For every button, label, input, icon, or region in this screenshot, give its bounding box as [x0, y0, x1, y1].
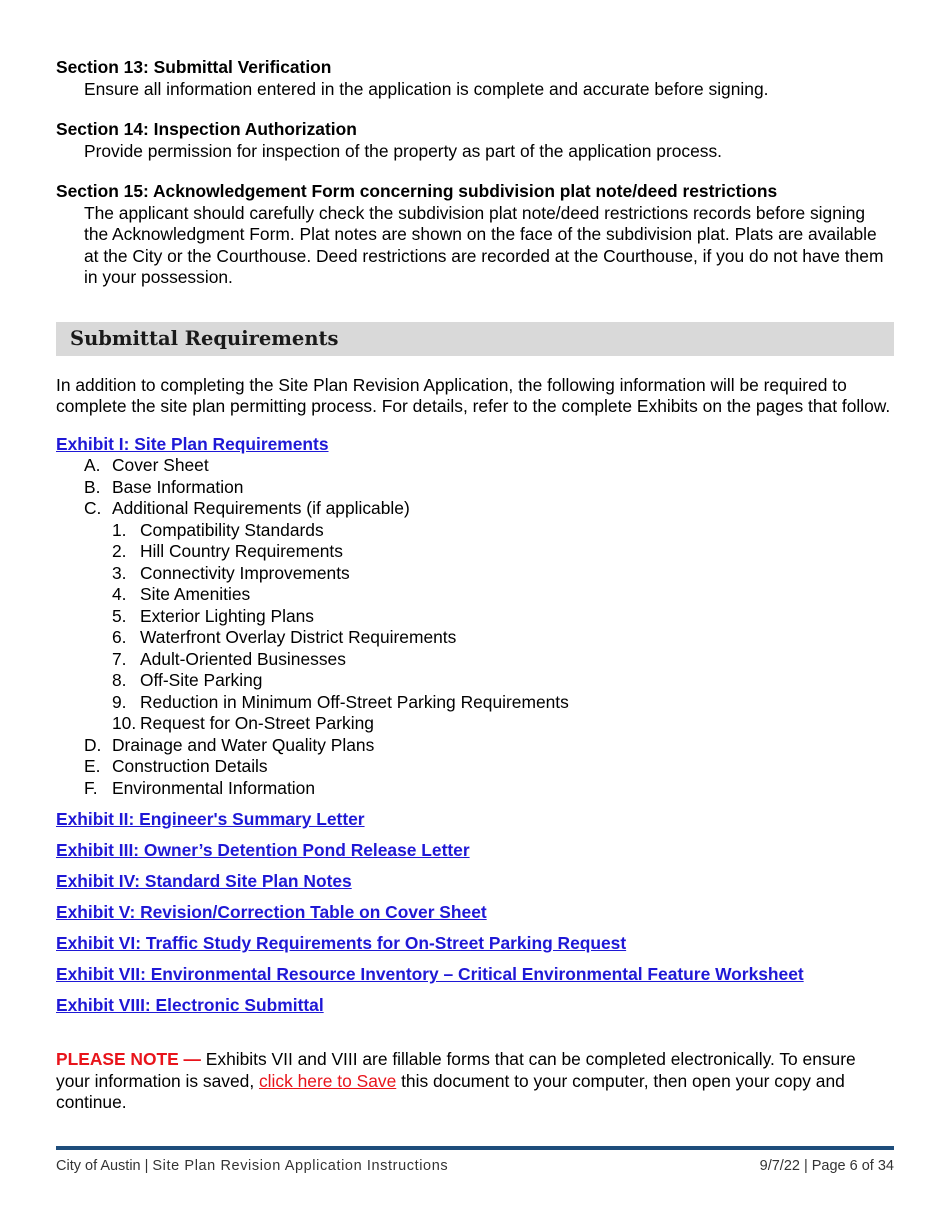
list-item	[56, 477, 894, 499]
sub-list-item	[56, 649, 894, 671]
list-marker: A.	[84, 455, 101, 475]
list-item-text: Environmental Information	[112, 777, 315, 798]
exhibit-1-list	[56, 455, 894, 799]
sub-list-marker: 9.	[112, 691, 127, 712]
list-item-text: Construction Details	[112, 756, 268, 776]
list-item-text: Additional Requirements (if applicable)	[112, 498, 410, 518]
section-14	[56, 119, 894, 162]
section-13-title: Section 13: Submittal Verification	[56, 57, 332, 77]
exhibit-2-link[interactable]: Exhibit II: Engineer's Summary Letter	[56, 809, 365, 829]
list-item-text: Drainage and Water Quality Plans	[112, 734, 375, 755]
sub-list-marker: 5.	[112, 605, 127, 626]
sub-list-item	[56, 541, 894, 563]
please-note-label: PLEASE NOTE —	[56, 1049, 201, 1069]
list-item	[56, 778, 894, 800]
list-marker: F.	[84, 777, 98, 798]
footer-doc-title: Site Plan Revision Application Instructions	[152, 1158, 449, 1174]
footer-org: City of Austin	[56, 1158, 141, 1174]
requirements-intro: In addition to completing the Site Plan Revision Application, the following information will be required to complete the site plan permitting process. For details, refer to the complete Exhibits on the pages that follow.	[56, 374, 891, 416]
sub-list-marker: 7.	[112, 648, 127, 669]
section-15	[56, 181, 894, 289]
additional-requirements-list	[56, 520, 894, 735]
list-item	[56, 455, 894, 477]
document-page	[56, 57, 894, 1131]
sub-list-item	[56, 584, 894, 606]
save-document-link[interactable]: click here to Save	[258, 1070, 397, 1091]
sub-list-item	[56, 692, 894, 714]
please-note-text-after: this document to your computer, then open your copy and continue.	[56, 1070, 845, 1112]
section-13	[56, 57, 894, 100]
page-footer	[56, 1156, 894, 1178]
sub-list-item-text: Request for On-Street Parking	[140, 713, 374, 733]
sub-list-item-text: Reduction in Minimum Off-Street Parking Requirements	[140, 691, 569, 712]
sub-list-item	[56, 713, 894, 735]
list-marker: C.	[84, 498, 102, 518]
sub-list-item	[56, 520, 894, 542]
sub-list-item-text: Compatibility Standards	[140, 519, 324, 540]
exhibit-3-link[interactable]: Exhibit III: Owner’s Detention Pond Release Letter	[56, 840, 470, 860]
exhibit-8-link[interactable]: Exhibit VIII: Electronic Submittal	[56, 995, 324, 1015]
sub-list-item	[56, 606, 894, 628]
sub-list-marker: 8.	[112, 670, 127, 690]
sub-list-item-text: Off-Site Parking	[140, 670, 263, 690]
footer-left	[56, 1156, 448, 1178]
sub-list-marker: 4.	[112, 584, 127, 604]
sub-list-item-text: Connectivity Improvements	[140, 562, 350, 583]
list-item-text: Base Information	[112, 476, 244, 497]
exhibit-7-link[interactable]: Exhibit VII: Environmental Resource Inventory – Critical Environmental Feature Worksheet	[56, 964, 804, 984]
sub-list-marker: 3.	[112, 562, 127, 583]
sub-list-item	[56, 627, 894, 649]
list-item-text: Cover Sheet	[112, 455, 209, 475]
sub-list-marker: 6.	[112, 627, 127, 647]
list-item	[56, 735, 894, 757]
footer-separator-right: |	[803, 1158, 808, 1174]
sub-list-item	[56, 563, 894, 585]
footer-right	[760, 1156, 894, 1178]
list-item	[56, 498, 894, 520]
exhibit-1-block	[56, 434, 894, 800]
footer-divider	[56, 1146, 894, 1150]
sub-list-item-text: Exterior Lighting Plans	[140, 605, 314, 626]
exhibit-5-link[interactable]: Exhibit V: Revision/Correction Table on Cover Sheet	[56, 902, 487, 922]
footer-page-number: Page 6 of 34	[811, 1158, 894, 1174]
sub-list-item-text: Waterfront Overlay District Requirements	[140, 627, 457, 647]
sub-list-container	[56, 520, 894, 735]
exhibit-links	[56, 809, 894, 1026]
section-15-body: The applicant should carefully check the subdivision plat note/deed restrictions records before signing the Acknowledgment Form. Plat notes are shown on the face of the subdivision plat. Plats are available at the City or the Courthouse. Deed restrictions are recorded at the Courthouse, if you do not have them in your possession.	[84, 202, 884, 287]
section-14-body: Provide permission for inspection of the property as part of the application process.	[84, 140, 722, 161]
list-marker: D.	[84, 734, 102, 755]
please-note-text-before: Exhibits VII and VIII are fillable forms that can be completed electronically. To ensure your information is saved,	[56, 1049, 856, 1091]
exhibit-4-link[interactable]: Exhibit IV: Standard Site Plan Notes	[56, 871, 352, 891]
exhibit-6-link[interactable]: Exhibit VI: Traffic Study Requirements for On-Street Parking Request	[56, 933, 627, 953]
section-14-title: Section 14: Inspection Authorization	[56, 119, 357, 139]
please-note	[56, 1049, 894, 1114]
footer-separator: |	[144, 1158, 149, 1174]
sub-list-marker: 10.	[112, 713, 137, 733]
sub-list-marker: 1.	[112, 519, 127, 540]
section-13-body: Ensure all information entered in the application is complete and accurate before signing.	[84, 78, 769, 99]
sub-list-item-text: Site Amenities	[140, 584, 251, 604]
sub-list-marker: 2.	[112, 541, 127, 561]
sub-list-item-text: Hill Country Requirements	[140, 541, 343, 561]
sub-list-item	[56, 670, 894, 692]
submittal-requirements-heading: Submittal Requirements	[56, 322, 894, 356]
section-15-title: Section 15: Acknowledgement Form concerning subdivision plat note/deed restrictions	[56, 181, 778, 201]
list-item	[56, 756, 894, 778]
list-marker: B.	[84, 476, 101, 497]
sub-list-item-text: Adult-Oriented Businesses	[140, 648, 346, 669]
footer-date: 9/7/22	[759, 1158, 800, 1174]
exhibit-1-link[interactable]: Exhibit I: Site Plan Requirements	[56, 433, 329, 454]
list-marker: E.	[84, 756, 101, 776]
